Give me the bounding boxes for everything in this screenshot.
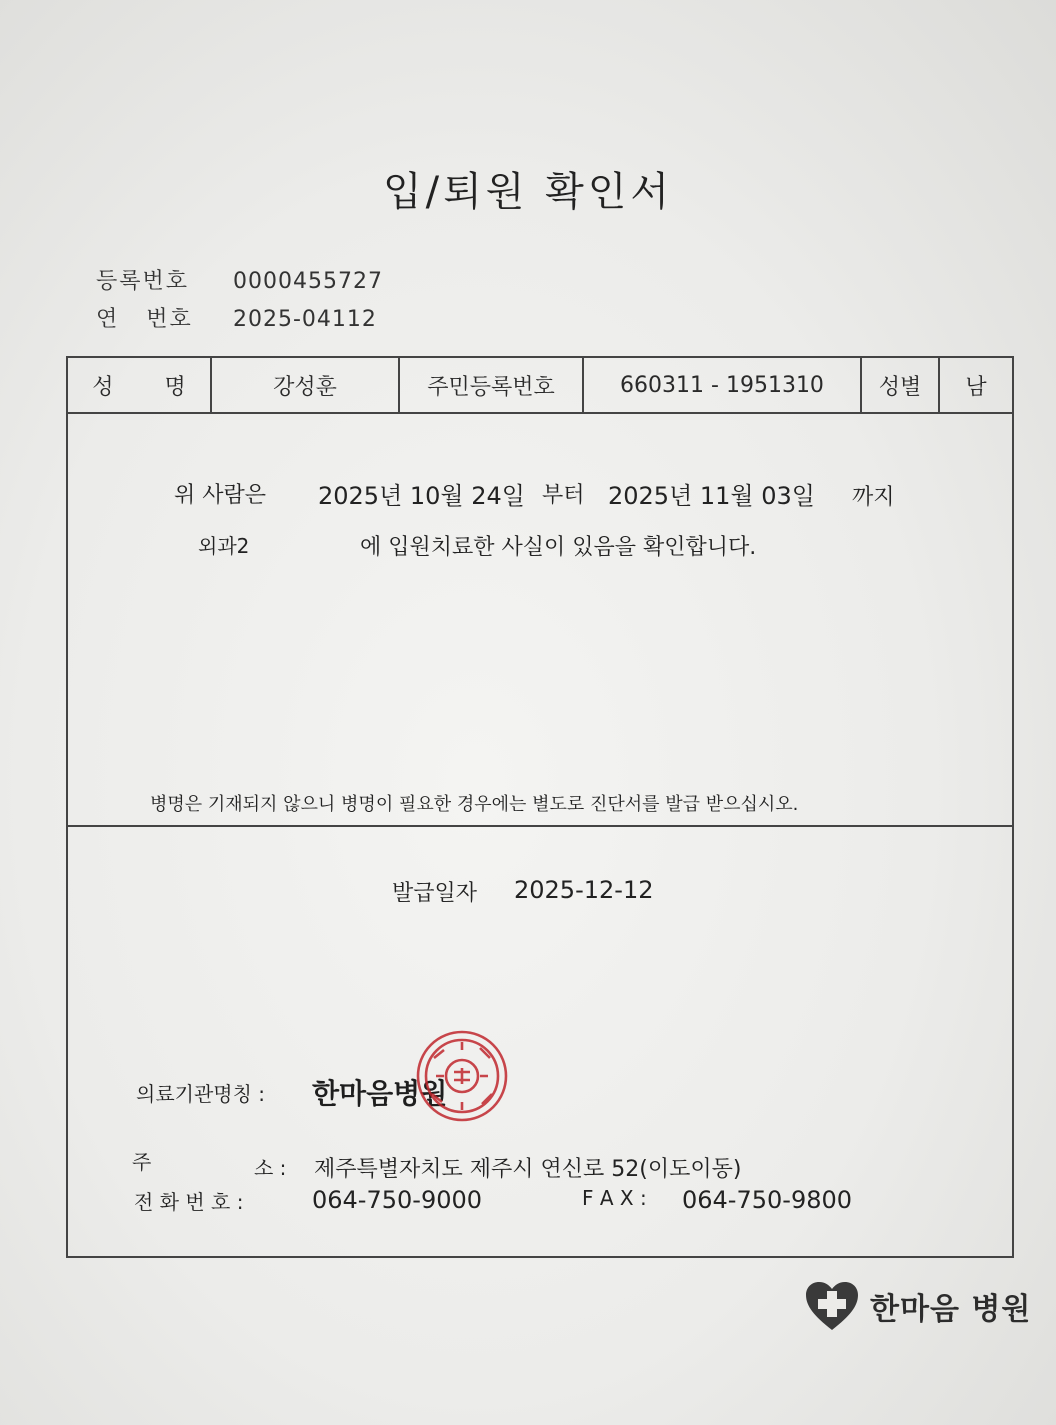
rrn-label: 주민등록번호	[400, 358, 584, 412]
fax-value: 064-750-9800	[682, 1186, 853, 1214]
institution-name-label: 의료기관명칭 :	[136, 1082, 266, 1106]
serial-number-label: 연 번호	[96, 307, 193, 332]
sex-label: 성별	[862, 358, 940, 412]
confirmation-statement: 에 입원치료한 사실이 있음을 확인합니다.	[360, 535, 757, 560]
address-label-prefix: 주	[132, 1150, 152, 1174]
sex-value: 남	[965, 374, 987, 400]
admission-date: 2025년 10월 24일	[318, 482, 525, 510]
serial-number-row	[96, 302, 377, 333]
rrn-value: 660311 - 1951310	[584, 358, 862, 412]
serial-number-value: 2025-04112	[233, 307, 377, 332]
registration-number-value: 0000455727	[233, 269, 383, 294]
hospital-logo	[804, 1280, 1031, 1332]
from-word: 부터	[542, 483, 585, 508]
address-value: 제주특별자치도 제주시 연신로 52(이도이동)	[314, 1157, 742, 1182]
section-divider	[68, 825, 1012, 827]
department: 외과2	[198, 534, 250, 558]
phone-label: 전 화 번 호 :	[134, 1190, 244, 1214]
to-word: 까지	[852, 485, 895, 510]
fax-label: F A X :	[582, 1186, 647, 1210]
institution-name-value: 한마음병원	[312, 1077, 448, 1110]
statement-prefix: 위 사람은	[174, 483, 267, 508]
discharge-date: 2025년 11월 03일	[608, 482, 815, 510]
address-label-suffix: 소 :	[254, 1156, 287, 1180]
phone-value: 064-750-9000	[312, 1186, 483, 1214]
name-label: 성 명	[68, 358, 212, 412]
hospital-seal	[414, 1028, 510, 1124]
heart-cross-icon	[804, 1280, 860, 1332]
registration-number-row	[96, 264, 383, 295]
page-title: 입/퇴원 확인서	[382, 169, 674, 215]
name-value: 강성훈	[212, 358, 400, 412]
issue-date-label: 발급일자	[392, 881, 478, 906]
registration-number-label: 등록번호	[96, 269, 190, 294]
patient-info-row	[68, 358, 1012, 414]
issue-date-value: 2025-12-12	[514, 876, 654, 904]
logo-text: 한마음 병원	[870, 1292, 1032, 1327]
notice-text: 병명은 기재되지 않으니 병명이 필요한 경우에는 별도로 진단서를 발급 받으십시오.	[150, 794, 799, 815]
